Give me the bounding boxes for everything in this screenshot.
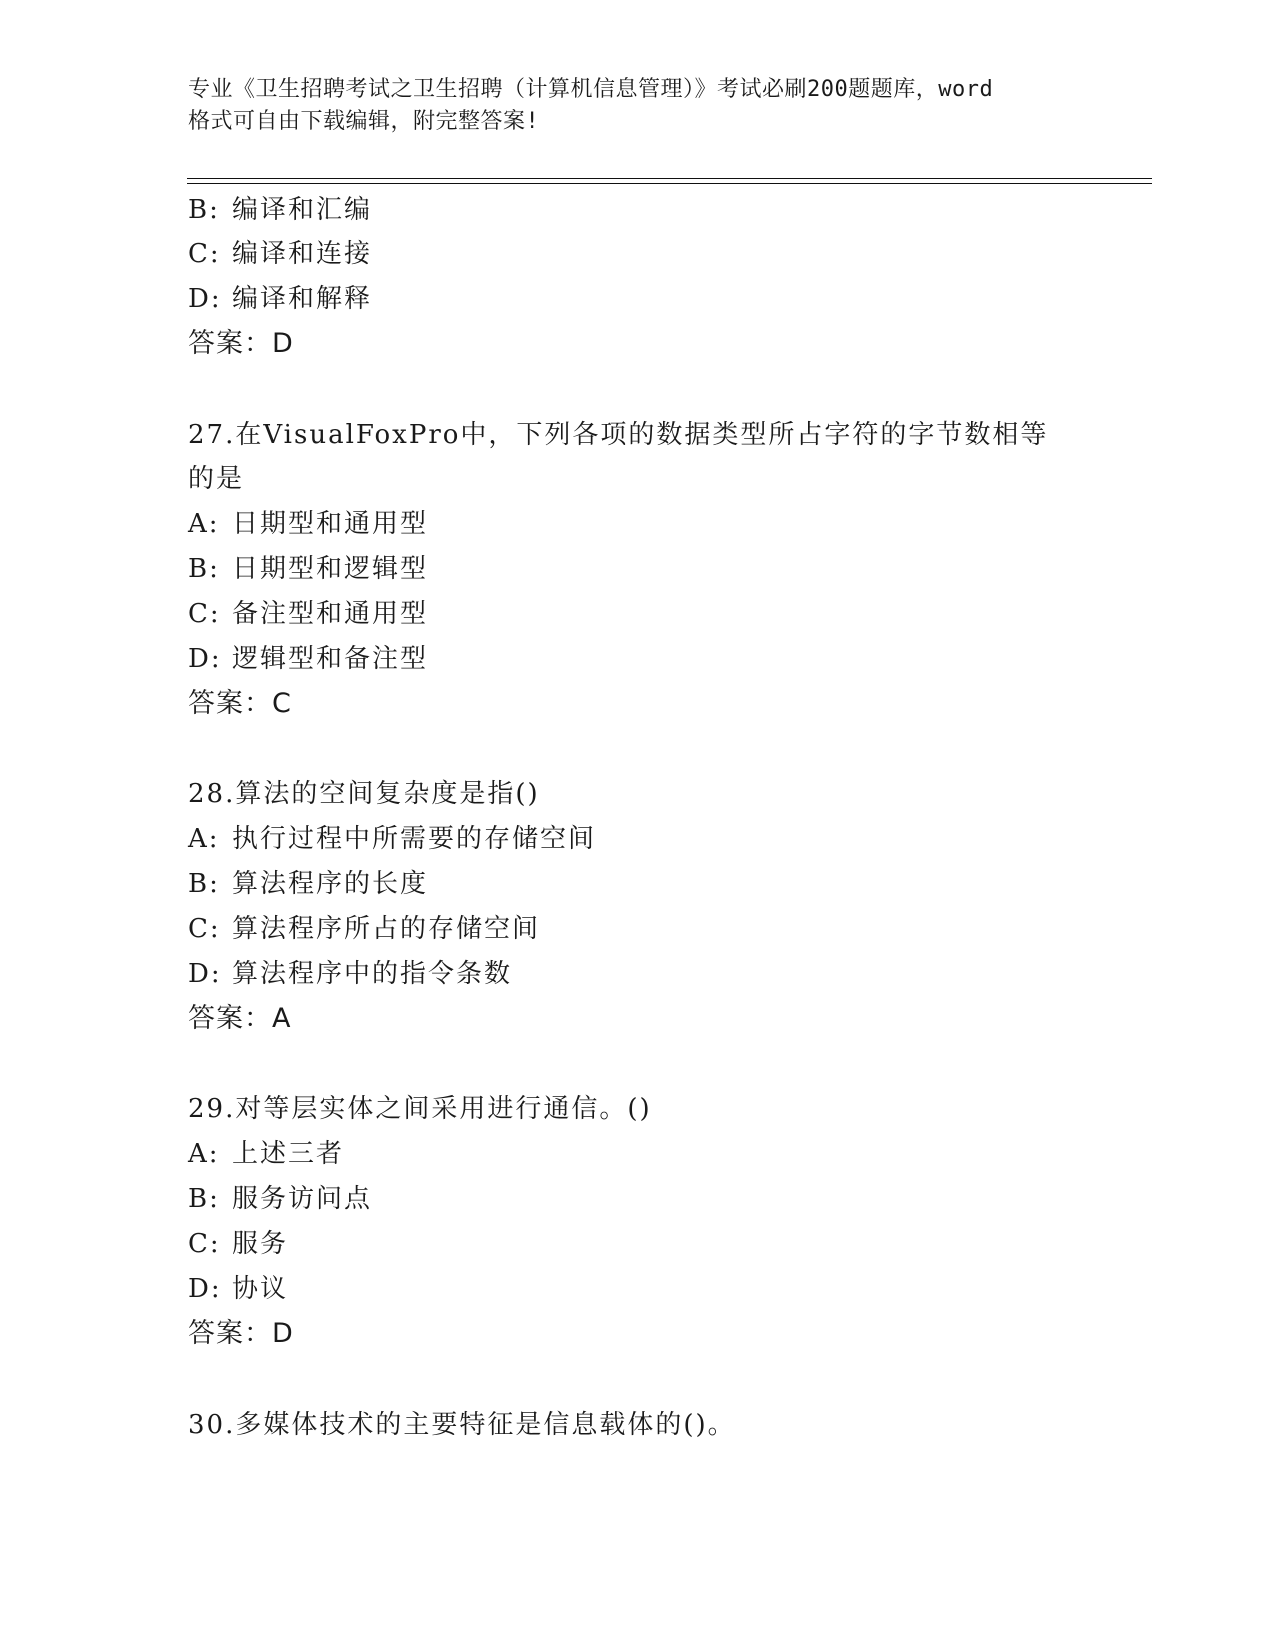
option-key: B: [188,195,220,225]
option-key: A: [188,1139,220,1169]
option-key: D: [188,1274,222,1304]
header-line-2: 格式可自由下载编辑，附完整答案! [188,109,540,134]
option-text: 协议 [232,1274,289,1304]
option-key: C: [188,1229,221,1259]
q26-option-b [188,192,372,228]
q27-answer: 答案：C [188,688,292,719]
option-text: 备注型和通用型 [232,599,429,629]
q28-option-b [188,866,428,902]
header-divider-bottom [187,183,1152,184]
q29-answer: 答案：D [188,1318,294,1349]
q27-option-d [188,641,428,677]
option-text: 日期型和逻辑型 [232,554,429,584]
q27-option-c [188,596,428,632]
option-text: 编译和汇编 [232,195,373,225]
option-text: 算法程序中的指令条数 [232,959,513,989]
option-key: D: [188,959,222,989]
option-key: C: [188,914,221,944]
q28-option-d [188,956,512,992]
header-divider-top [187,178,1152,179]
option-text: 执行过程中所需要的存储空间 [232,824,597,854]
q29-option-b [188,1181,372,1217]
q28-stem: 28.算法的空间复杂度是指() [188,779,540,809]
option-key: B: [188,554,220,584]
option-key: D: [188,284,222,314]
q29-option-c [188,1226,288,1262]
option-text: 日期型和通用型 [232,509,429,539]
document-header [188,74,1108,138]
option-text: 服务访问点 [232,1184,373,1214]
option-text: 上述三者 [232,1139,345,1169]
q28-option-a [188,821,596,857]
q26-option-c [188,236,372,272]
option-text: 算法程序所占的存储空间 [232,914,541,944]
q27-option-b [188,551,428,587]
q27-stem-line-1: 27.在VisualFoxPro中，下列各项的数据类型所占字符的字节数相等 [188,420,1049,450]
q29-option-d [188,1271,288,1307]
option-key: A: [188,824,220,854]
q28-answer: 答案：A [188,1003,292,1034]
option-key: D: [188,644,222,674]
q29-stem: 29.对等层实体之间采用进行通信。() [188,1094,652,1124]
option-text: 服务 [232,1229,289,1259]
q26-option-d [188,281,372,317]
q29-option-a [188,1136,344,1172]
option-key: A: [188,509,220,539]
q27-stem-line-2: 的是 [188,464,245,494]
option-key: C: [188,599,221,629]
q26-answer: 答案：D [188,328,294,359]
q27-option-a [188,506,428,542]
option-text: 编译和解释 [232,284,373,314]
header-line-1: 专业《卫生招聘考试之卫生招聘（计算机信息管理）》考试必刷200题题库，word [188,77,994,102]
q28-option-c [188,911,540,947]
q30-stem: 30.多媒体技术的主要特征是信息载体的()。 [188,1410,736,1440]
option-key: B: [188,869,220,899]
option-text: 算法程序的长度 [232,869,429,899]
option-text: 编译和连接 [232,239,373,269]
option-key: B: [188,1184,220,1214]
option-key: C: [188,239,221,269]
option-text: 逻辑型和备注型 [232,644,429,674]
